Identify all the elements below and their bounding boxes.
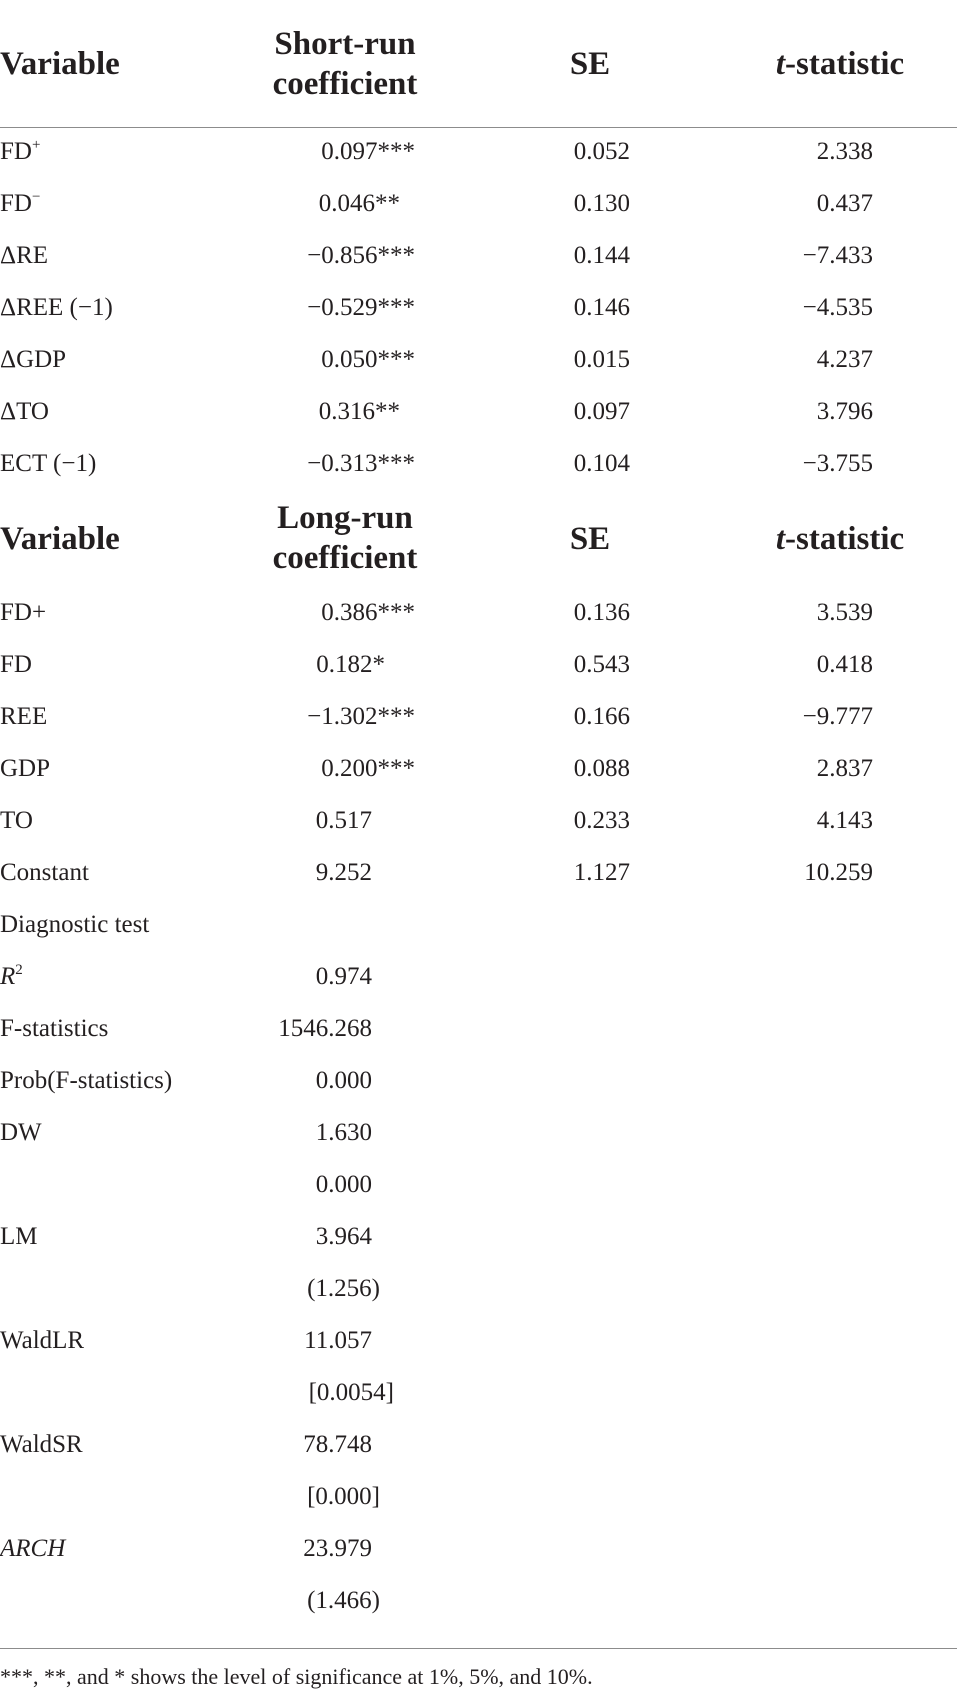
diag-value: (1.466) [307,1587,380,1614]
col-header-short-run-line2: coefficient [272,66,418,102]
col-header-se-long: SE [569,521,611,557]
col-header-short-run-line1: Short-run [274,26,416,62]
col-header-long-run-line2: coefficient [272,540,418,576]
diag-label: F-statistics [0,1015,109,1042]
row-t: 2.338 [816,138,873,165]
row-coefficient: 0.182* [316,651,385,678]
row-t: 4.237 [816,346,873,373]
row-coefficient: −0.313*** [307,450,415,477]
row-variable: FD− [0,189,41,217]
row-se: 0.233 [573,807,630,834]
diag-value: 11.057 [304,1327,372,1354]
row-coefficient: −0.856*** [307,242,415,269]
row-coefficient: −0.529*** [307,294,415,321]
row-variable: Constant [0,859,89,886]
row-se: 0.166 [573,703,630,730]
row-se: 0.104 [573,450,630,477]
row-se: 0.052 [573,138,630,165]
row-t: 4.143 [816,807,873,834]
diag-label: $R^2$ [0,962,23,990]
row-variable: GDP [0,755,51,782]
row-variable: REE [0,703,48,730]
diag-label: WaldSR [0,1431,83,1458]
diag-label: Prob(F-statistics) [0,1067,173,1094]
diag-label: ARCH [0,1535,66,1562]
row-variable: FD+ [0,599,47,626]
row-coefficient: 0.200*** [321,755,415,782]
diag-value: 0.974 [315,963,372,990]
row-variable: FD+ [0,137,41,165]
table-footnote: ***, **, and * shows the level of significance at 1%, 5%, and 10%. [0,1664,593,1689]
diagnostic-title: Diagnostic test [0,911,150,938]
row-variable: ECT (−1) [0,450,97,477]
diag-value: 0.000 [315,1171,372,1198]
col-header-t-statistic-long: t-statistic [775,521,905,557]
row-se: 0.144 [573,242,630,269]
col-header-variable-long: Variable [0,521,120,557]
row-t: 3.796 [816,398,873,425]
row-coefficient: 0.517 [315,807,372,834]
diag-value: (1.256) [307,1275,380,1302]
row-variable: FD [0,651,32,678]
row-se: 0.146 [573,294,630,321]
row-t: −9.777 [802,703,873,730]
row-t: 0.437 [816,190,873,217]
row-coefficient: 0.097*** [321,138,415,165]
diag-label: DW [0,1119,42,1146]
row-se: 0.097 [573,398,630,425]
header-rule [0,127,957,128]
row-t: 0.418 [816,651,873,678]
row-se: 0.015 [573,346,630,373]
diag-value: 1546.268 [278,1015,372,1042]
row-t: 2.837 [816,755,873,782]
row-coefficient: 9.252 [315,859,372,886]
diag-value: 1.630 [315,1119,372,1146]
col-header-se: SE [569,46,611,82]
row-coefficient: 0.050*** [321,346,415,373]
row-se: 0.136 [573,599,630,626]
diag-value: [0.000] [307,1483,380,1510]
diag-label: WaldLR [0,1327,85,1354]
col-header-t-statistic: t-statistic [775,46,905,82]
row-se: 0.088 [573,755,630,782]
footer-rule [0,1648,957,1649]
row-t: 10.259 [804,859,873,886]
col-header-long-run-line1: Long-run [277,500,413,536]
row-variable: ΔREE (−1) [0,294,113,321]
diag-label: LM [0,1223,38,1250]
row-t: −3.755 [802,450,873,477]
row-se: 0.130 [573,190,630,217]
row-se: 0.543 [573,651,630,678]
row-variable: TO [0,807,33,834]
row-coefficient: −1.302*** [307,703,415,730]
row-coefficient: 0.316** [318,398,400,425]
col-header-variable: Variable [0,46,120,82]
diag-value: 3.964 [315,1223,372,1250]
row-variable: ΔTO [0,398,49,425]
row-t: 3.539 [816,599,873,626]
row-se: 1.127 [573,859,630,886]
row-t: −4.535 [802,294,873,321]
row-variable: ΔGDP [0,346,67,373]
diag-value: 0.000 [315,1067,372,1094]
row-variable: ΔRE [0,242,49,269]
diag-value: [0.0054] [308,1379,394,1406]
diag-value: 23.979 [303,1535,372,1562]
diag-value: 78.748 [303,1431,372,1458]
row-coefficient: 0.046** [318,190,400,217]
row-t: −7.433 [802,242,873,269]
row-coefficient: 0.386*** [321,599,415,626]
